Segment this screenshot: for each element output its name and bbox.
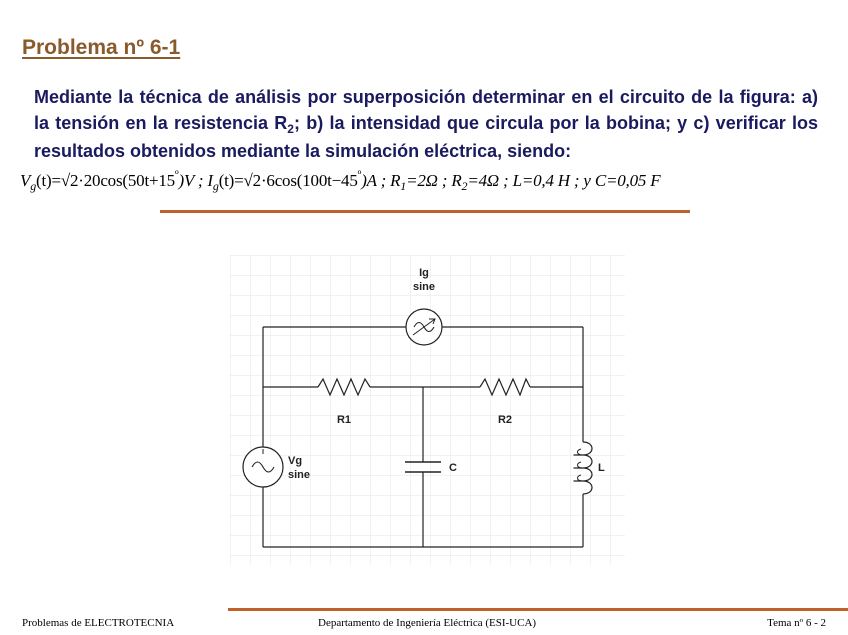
l-c-values: L=0,4 H ; y C=0,05 F (508, 171, 661, 190)
l-label: L (598, 462, 605, 474)
footer-page: Tema nº 6 - 2 (767, 617, 826, 629)
vg-subscript: g (30, 179, 36, 193)
r2-value: =4Ω ; (467, 171, 509, 190)
vg-degree: º (174, 168, 179, 182)
vg-unit: )V ; (178, 171, 204, 190)
c-label: C (449, 462, 457, 474)
footer-course: Problemas de ELECTROTECNIA (22, 617, 175, 629)
statement-text-1: Mediante la técnica de análisis por superposición determinar en el circuito de la figura: a) la tensión en la resistencia R (34, 87, 818, 133)
r1-label: R1 (336, 414, 352, 426)
given-values-formula (20, 168, 832, 193)
title-divider (160, 210, 690, 213)
statement-subscript: 2 (287, 122, 294, 136)
ig-subscript: g (212, 179, 219, 193)
ig-symbol: I (203, 171, 213, 190)
r2-label: R2 (497, 414, 513, 426)
r1-symbol: R (386, 171, 401, 190)
r2-symbol: R (447, 171, 462, 190)
footer-department: Departamento de Ingeniería Eléctrica (ESI-UCA) (318, 617, 537, 629)
footer-divider (228, 608, 848, 611)
vg-expression: (t)=√2·20cos(50t+15 (36, 171, 175, 190)
grid-background (230, 255, 625, 565)
vg-type-label: sine (288, 469, 311, 481)
vg-name-label: Vg (288, 455, 303, 467)
r2-subscript: 2 (461, 179, 468, 193)
ig-degree: º (357, 168, 362, 182)
statement-text-2: ; b) la intensidad que circula por la bobina; y c) verificar los resultados obtenidos mediante la simulación eléctrica, siendo: (34, 113, 818, 161)
ig-unit: )A ; (361, 171, 387, 190)
problem-statement (34, 84, 818, 164)
r1-value: =2Ω ; (406, 171, 448, 190)
r1-subscript: 1 (400, 179, 407, 193)
ig-name-label: Ig (419, 267, 429, 279)
ig-type-label: sine (412, 281, 436, 293)
vg-symbol: V (20, 171, 31, 190)
ig-expression: (t)=√2·6cos(100t−45 (218, 171, 358, 190)
circuit-diagram (230, 255, 625, 565)
page-title: Problema nº 6-1 (22, 36, 181, 59)
